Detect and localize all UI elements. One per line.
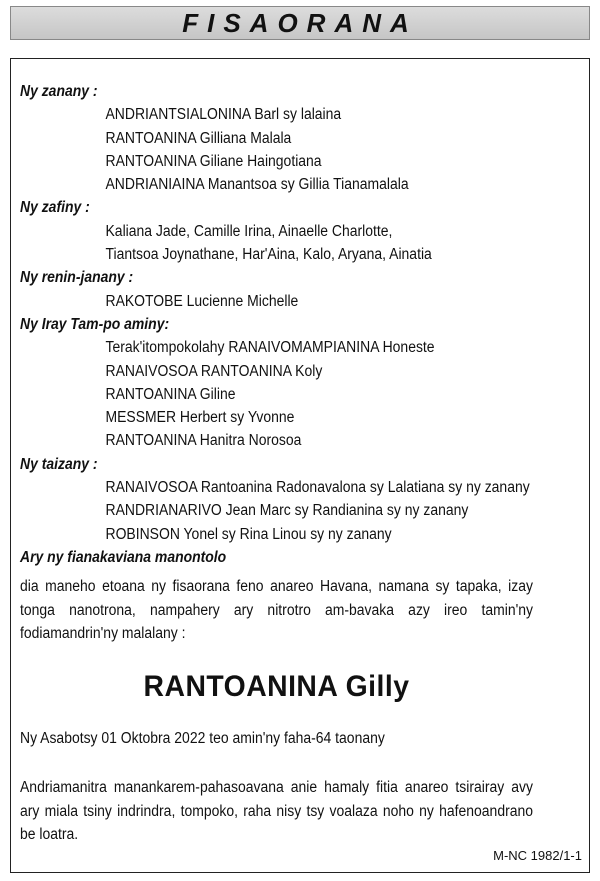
section-title: Ny Iray Tam-po aminy: — [20, 315, 170, 333]
name-line: Tiantsoa Joynathane, Har'Aina, Kalo, Aryana, Ainatia — [105, 246, 432, 264]
section-title: Ny zanany : — [20, 83, 98, 100]
deceased-name: RANTOANINA Gilly — [143, 670, 410, 704]
closing-title: Ary ny fianakaviana manontolo — [20, 548, 227, 566]
name-line: RAKOTOBE Lucienne Michelle — [105, 292, 299, 310]
final-text: Andriamanitra manankarem-pahasoavana anie hamaly fitia anareo tsirairay avy ary miala tsiny indrindra, tompoko, raha nisy tsy voalaza noho ny hafenoandrano be loatra. — [20, 779, 533, 844]
header-banner — [10, 6, 590, 40]
intro-paragraph — [20, 575, 533, 645]
name-line: Kaliana Jade, Camille Irina, Ainaelle Charlotte, — [105, 222, 393, 240]
reference-code: M-NC 1982/1-1 — [493, 848, 582, 863]
intro-text: dia maneho etoana ny fisaorana feno anareo Havana, namana sy tapaka, izay tonga nanotrona, nampahery ary nitrotro am-bavaka azy ireo tamin'ny fodiamandrin'ny malalany : — [20, 578, 533, 642]
name-line: RANAIVOSOA RANTOANINA Koly — [105, 362, 323, 380]
section-siblings — [20, 313, 533, 453]
name-line: RANTOANINA Hanitra Norosoa — [105, 432, 302, 450]
name-line: RANTOANINA Giline — [105, 385, 236, 403]
name-line: ANDRIANTSIALONINA Barl sy lalaina — [105, 106, 342, 124]
section-grandchildren — [20, 196, 533, 266]
section-children — [20, 80, 533, 196]
section-title: Ny renin-janany : — [20, 269, 134, 287]
section-foster-children — [20, 453, 533, 546]
announcement-body — [20, 80, 533, 846]
name-line: ROBINSON Yonel sy Rina Linou sy ny zanany — [105, 525, 392, 543]
name-line: RANDRIANARIVO Jean Marc sy Randianina sy ny zanany — [105, 502, 469, 520]
name-line: RANAIVOSOA Rantoanina Radonavalona sy Lalatiana sy ny zanany — [105, 479, 530, 497]
name-line: ANDRIANIAINA Manantsoa sy Gillia Tianamalala — [105, 176, 409, 194]
page-title: FISAORANA — [182, 7, 418, 38]
name-line: Terak'itompokolahy RANAIVOMAMPIANINA Honeste — [105, 339, 435, 357]
date-line: Ny Asabotsy 01 Oktobra 2022 teo amin'ny faha-64 taonany — [20, 730, 385, 748]
final-paragraph — [20, 776, 533, 846]
name-line: MESSMER Herbert sy Yvonne — [105, 409, 295, 427]
section-title: Ny taizany : — [20, 455, 98, 473]
section-mother-of-children — [20, 266, 533, 313]
name-line: RANTOANINA Gilliana Malala — [105, 129, 292, 147]
name-line: RANTOANINA Giliane Haingotiana — [105, 152, 322, 170]
section-title: Ny zafiny : — [20, 199, 90, 217]
